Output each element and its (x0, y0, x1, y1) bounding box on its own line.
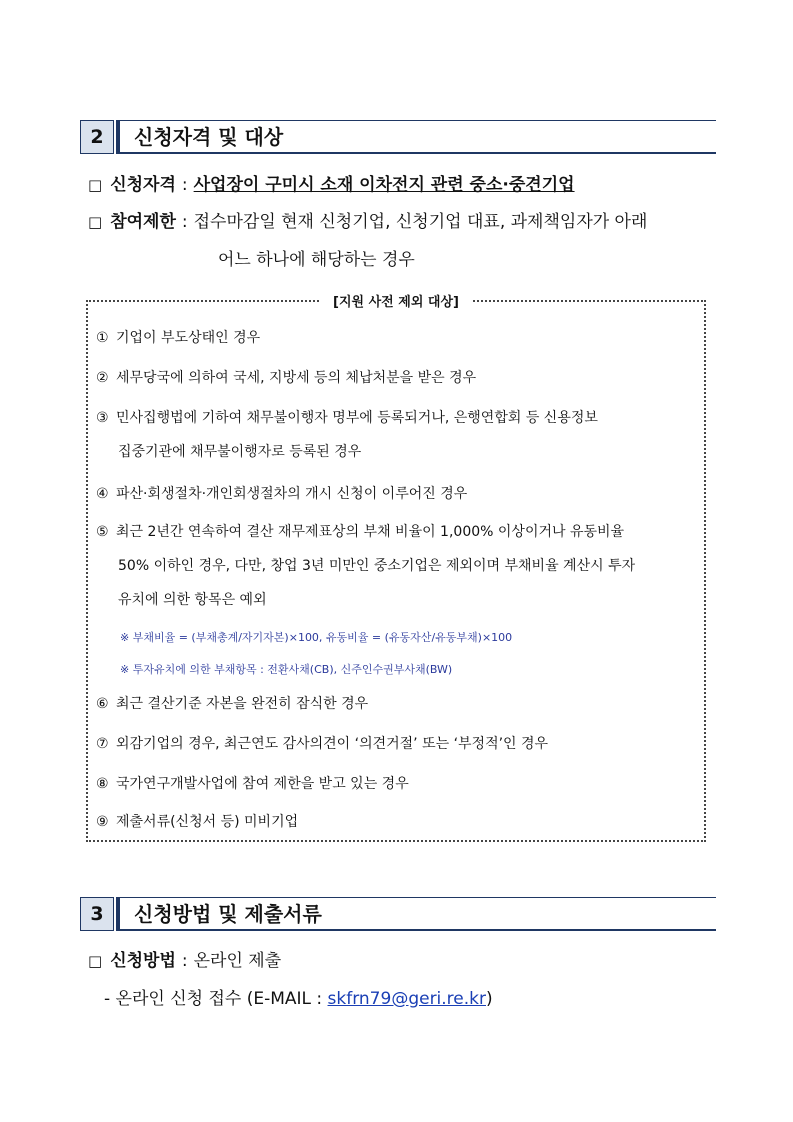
item-text: 외감기업의 경우, 최근연도 감사의견이 ‘의견거절’ 또는 ‘부정적’인 경우 (116, 736, 549, 752)
restriction-colon: : (181, 212, 188, 232)
email-link[interactable]: skfrn79@geri.re.kr (327, 989, 486, 1009)
method-value: 온라인 제출 (193, 951, 282, 971)
exclusion-item-4 (96, 484, 700, 504)
exclusion-item-8 (96, 774, 700, 794)
online-suffix: ) (486, 989, 493, 1009)
eligibility-colon: : (181, 175, 188, 195)
item-text: 민사집행법에 기하여 채무불이행자 명부에 등록되거나, 은행연합회 등 신용정보 (116, 410, 598, 426)
exclusion-item-3 (96, 408, 700, 428)
eligibility-value: 사업장이 구미시 소재 이차전지 관련 중소·중견기업 (193, 175, 575, 195)
item-text: 기업이 부도상태인 경우 (116, 330, 261, 346)
exclusion-item-3-cont: 집중기관에 채무불이행자로 등록된 경우 (118, 444, 362, 460)
exclusion-item-5-cont-2: 유치에 의한 항목은 예외 (118, 592, 267, 608)
item-text: 최근 2년간 연속하여 결산 재무제표상의 부채 비율이 1,000% 이상이거나 유동비율 (116, 524, 625, 540)
section-divider (116, 120, 120, 154)
exclusion-item-6 (96, 694, 700, 714)
item-number: ⑥ (96, 696, 109, 712)
item-number: ③ (96, 410, 109, 426)
section-number: 3 (80, 897, 114, 931)
method-colon: : (181, 951, 188, 971)
note-debt-ratio: ※ 부채비율 = (부채총계/자기자본)×100, 유동비율 = (유동자산/유동부채)×100 (120, 631, 513, 644)
exclusion-item-1 (96, 328, 700, 348)
checkbox-square-icon: □ (88, 176, 103, 194)
section-number: 2 (80, 120, 114, 154)
item-number: ⑨ (96, 814, 109, 830)
exclusion-box-title: [지원 사전 제외 대상] (321, 295, 471, 310)
note-investment-debt: ※ 투자유치에 의한 부채항목 : 전환사채(CB), 신주인수권부사채(BW) (120, 663, 453, 676)
section-title: 신청자격 및 대상 (134, 125, 284, 149)
online-prefix: - 온라인 신청 접수 (E-MAIL : (104, 989, 328, 1009)
eligibility-row (88, 173, 575, 197)
item-number: ⑧ (96, 776, 109, 792)
item-number: ② (96, 370, 109, 386)
exclusion-item-9 (96, 812, 700, 832)
eligibility-label: 신청자격 (110, 175, 176, 195)
item-text: 제출서류(신청서 등) 미비기업 (116, 814, 299, 830)
method-label: 신청방법 (110, 951, 176, 971)
section-2-header (80, 120, 716, 154)
restriction-label: 참여제한 (110, 212, 176, 232)
item-text: 세무당국에 의하여 국세, 지방세 등의 체납처분을 받은 경우 (116, 370, 477, 386)
section-divider (116, 897, 120, 931)
exclusion-item-7 (96, 734, 700, 754)
item-text: 최근 결산기준 자본을 완전히 잠식한 경우 (116, 696, 369, 712)
exclusion-item-5-cont-1: 50% 이하인 경우, 다만, 창업 3년 미만인 중소기업은 제외이며 부채비율 계산시 투자 (118, 558, 636, 574)
exclusion-item-5 (96, 522, 700, 542)
item-number: ⑤ (96, 524, 109, 540)
online-row (104, 987, 493, 1011)
restriction-line-1: 접수마감일 현재 신청기업, 신청기업 대표, 과제책임자가 아래 (193, 212, 648, 232)
item-number: ⑦ (96, 736, 109, 752)
exclusion-box-title-wrap (88, 291, 704, 310)
item-number: ① (96, 330, 109, 346)
item-text: 국가연구개발사업에 참여 제한을 받고 있는 경우 (116, 776, 409, 792)
checkbox-square-icon: □ (88, 952, 103, 970)
item-number: ④ (96, 486, 109, 502)
exclusion-box (86, 295, 706, 842)
restriction-line-2: 어느 하나에 해당하는 경우 (218, 250, 415, 270)
item-text: 파산·회생절차·개인회생절차의 개시 신청이 이루어진 경우 (116, 486, 468, 502)
method-row (88, 949, 281, 973)
exclusion-item-2 (96, 368, 700, 388)
checkbox-square-icon: □ (88, 213, 103, 231)
section-3-header (80, 897, 716, 931)
section-title: 신청방법 및 제출서류 (134, 902, 322, 926)
restriction-row (88, 210, 647, 234)
